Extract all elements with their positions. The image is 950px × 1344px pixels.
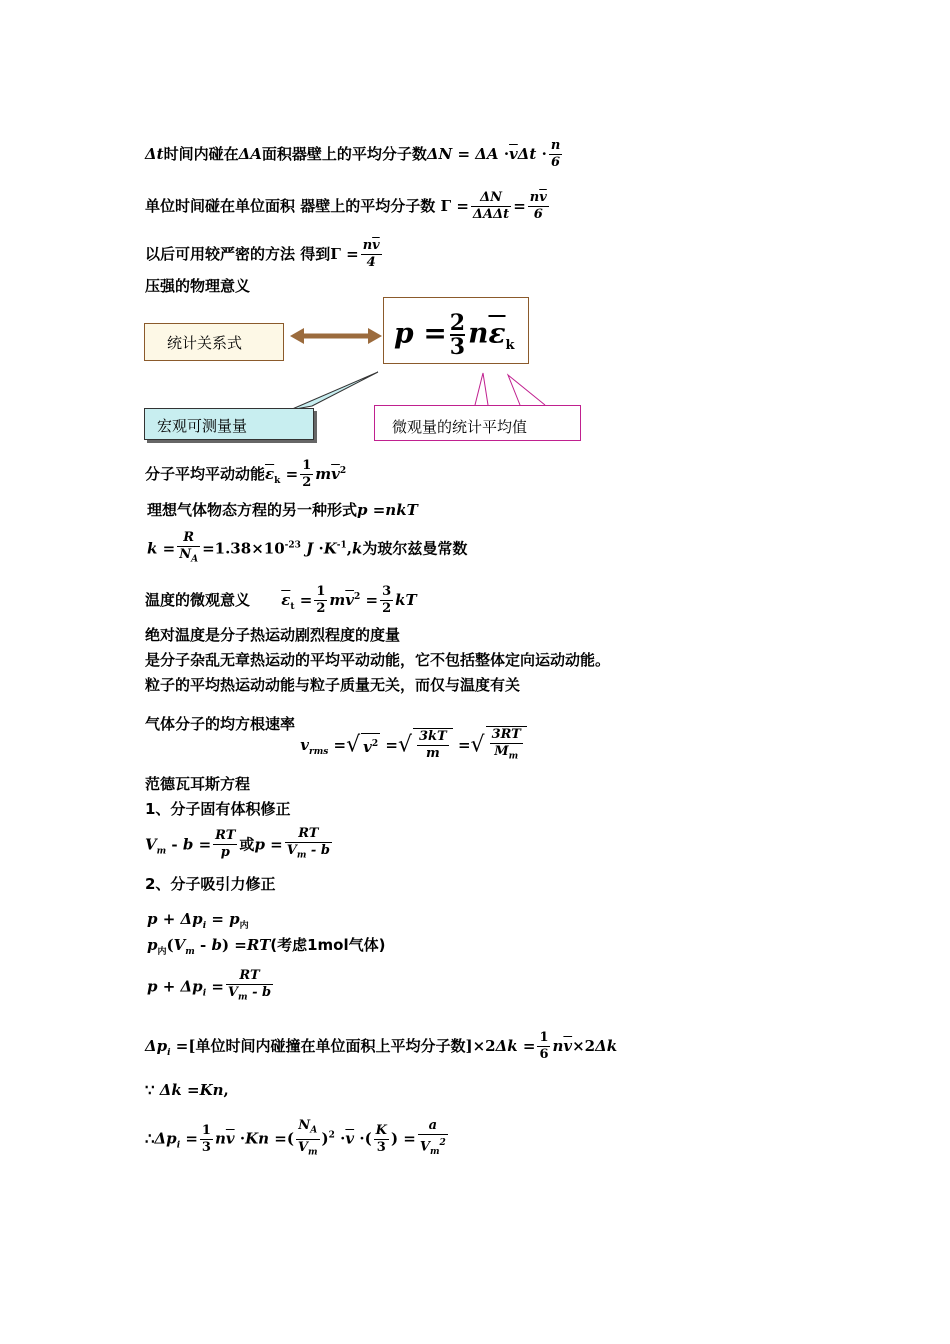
line-rms: 气体分子的均方根速率 $v_{rms}$ =√ $v^2$ =√ $\frac{3kT}{m}$ =√ $\frac{3RT}{M_m}$ [145,714,527,765]
frac: $\frac{R}{N_A}$ [179,530,199,565]
text: 或 [239,835,255,854]
text: 单位时间内碰撞在单位面积上平均分子数 [195,1037,466,1055]
micro-average-box: 微观量的统计平均值 [374,405,581,441]
stat-relation-box: 统计关系式 [144,323,284,361]
sub-inner: 内 [239,921,249,931]
frac: $\frac{RT}{p}$ [215,828,236,861]
frac: $\frac{1}{2}$ [316,584,326,616]
line-because: ∵ Δk =Kn, [145,1081,229,1099]
frac: $\frac{1}{2}$ [302,458,312,490]
text: 理想气体物态方程的另一种形式 [147,501,358,519]
text: 气体分子的均方根速率 [145,715,296,733]
line-temperature: 温度的微观意义 $\overline{\varepsilon}_t$ = $\frac{1}{2}$ $m\overline{v}^2$ = $\frac{3}{2}$ kT [145,584,417,616]
macro-measurable-box: 宏观可测量量 [144,408,314,440]
line-mean-ke: 分子平均平动动能$\overline{\varepsilon}_k$ = $\frac{1}{2}$ $m\overline{v}^2$ [145,458,347,490]
frac: $\frac{RT}{V_m - b}$ [286,826,330,861]
frac: $\frac{n\overline{v}}{4}$ [362,238,380,270]
line-vdw-b: $p_内(V_m - b) =RT$(考虑1mol气体) [147,936,386,957]
section-pressure: 压强的物理意义 [145,277,251,295]
line-abs-temp: 绝对温度是分子热运动剧烈程度的度量 [145,626,401,644]
frac: $\frac{\Delta N}{\text{ΔAΔt}}$ [472,190,510,222]
frac: $\frac{1}{3}$ [201,1122,211,1155]
frac: $\frac{a}{V_m^2}$ [419,1118,446,1158]
line-ideal-gas: 理想气体物态方程的另一种形式p =nkT [147,501,418,519]
text: 以后可用较严密的方法 得到 [145,245,331,263]
line-mass-independent: 粒子的平均热运动动能与粒子质量无关，而仅与温度有关 [145,676,521,694]
frac: $\frac{1}{6}$ [539,1030,549,1062]
section-vdw: 范德瓦耳斯方程 [145,775,251,793]
frac: $\frac{RT}{V_m - b}$ [227,968,272,1003]
line-vdw-c: $p + \Delta p_i$ = $\frac{RT}{V_m - b}$ [147,968,275,1006]
line-boltzmann: k = $\frac{R}{N_A}$ $=1.38\times 10^{-23}$ $J \cdot K^{-1},k$为玻尔兹曼常数 [147,530,467,568]
frac: $\frac{3kT}{m}$ [418,729,447,762]
callout-pointers [0,0,950,460]
text: 温度的微观意义 [145,591,251,609]
text: 面积器壁上的平均分子数 [261,145,427,163]
frac: $\frac{N_A}{V_m}$ [297,1118,318,1158]
k-value: 1.38 [214,539,252,558]
sub-inner: 内 [157,947,167,957]
line-vdw-volume: $V_m$ - b = $\frac{RT}{p}$ 或p = $\frac{RT}{V_m - b}$ [145,826,334,864]
frac: $\frac{n}{6}$ [550,138,561,170]
text: (考虑1mol气体) [270,936,386,954]
frac: $\frac{3}{2}$ [382,584,392,616]
text: 为玻尔兹曼常数 [362,539,468,558]
line-1: Δt时间内碰在ΔA面积器壁上的平均分子数$\Delta N = \Delta A \cdot\overline{v}\Delta t$ · $\frac{n}{6}$ [145,138,561,170]
line-therefore: $\therefore\Delta p_i$ = $\frac{1}{3}$ $n\overline{v} \cdot Kn$ =( $\frac{N_A}{V_m}$ )$^2 \cdot\overline{v}$ ·( $\frac{K}{3}$ ) = $\frac{a}{V_m^2}$ [145,1118,450,1160]
line-3: 以后可用较严密的方法 得到Γ = $\frac{n\overline{v}}{4}$ [145,238,380,270]
section-vdw-2: 2、分子吸引力修正 [145,875,276,893]
k-exp: -23 [284,540,301,551]
frac: $\frac{K}{3}$ [375,1122,387,1155]
line-vdw-a: $p + \Delta p_i = p_内$ [147,910,249,931]
frac: $\frac{n\overline{v}}{6}$ [529,190,547,222]
frac: $\frac{3RT}{M_m}$ [491,727,521,762]
text: 分子平均平动动能 [145,465,266,483]
line-delta-p: $\Delta p_i$ =[单位时间内碰撞在单位面积上平均分子数]×2Δk = $\frac{1}{6}$ $n\overline{v}\times 2\Delta k$ [145,1030,618,1062]
section-vdw-1: 1、分子固有体积修正 [145,800,291,818]
text: 时间内碰在 [163,145,239,163]
line-avg-ke: 是分子杂乱无章热运动的平均平动动能，它不包括整体定向运动动能。 [145,651,611,669]
line-2: 单位时间碰在单位面积 器壁上的平均分子数 Γ = $\frac{\Delta N}{\text{ΔAΔt}}$ = $\frac{n\overline{v}}{6}$ [145,190,547,222]
pressure-formula: p = $\frac{2}{3}$ $n\overline{\varepsilon}_k$ [394,310,515,360]
text: 单位时间碰在单位面积 器壁上的平均分子数 [145,197,436,215]
